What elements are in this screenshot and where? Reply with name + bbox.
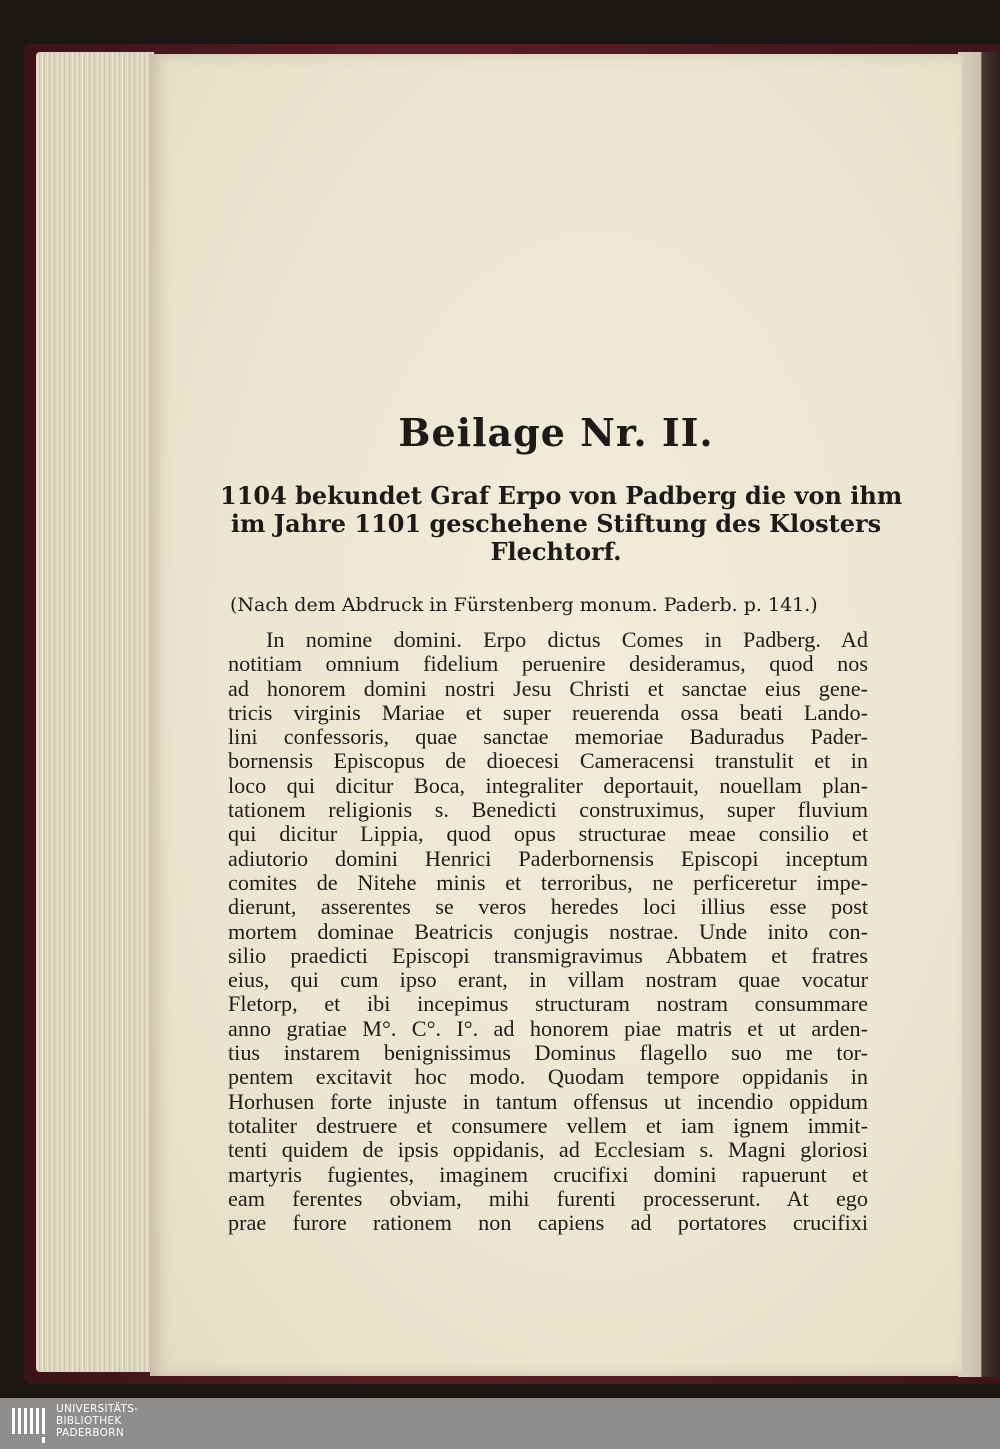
- title-line: 1104 bekundet Graf Erpo von Padberg die von ihm: [220, 481, 903, 510]
- body-line: eius, qui cum ipso erant, in villam nostram quae vocatur: [228, 967, 868, 993]
- library-name-line: BIBLIOTHEK: [56, 1415, 122, 1427]
- library-name-line: UNIVERSITÄTS-: [56, 1403, 139, 1415]
- body-line: tationem religionis s. Benedicti construximus, super fluvium: [228, 797, 868, 823]
- body-line: anno gratiae M°. C°. I°. ad honorem piae matris et ut arden-: [228, 1015, 868, 1041]
- body-text: [228, 628, 868, 1235]
- body-line: tius instarem benignissimus Dominus flagello suo me tor-: [228, 1040, 868, 1066]
- library-name-line: PADERBORN: [56, 1427, 124, 1439]
- page-edges: [36, 52, 154, 1372]
- body-line: adiutorio domini Henrici Paderbornensis Episcopi inceptum: [228, 845, 868, 871]
- document-title: [220, 481, 903, 566]
- title-line: Flechtorf.: [490, 537, 622, 566]
- library-name: [56, 1403, 138, 1439]
- source-note: (Nach dem Abdruck in Fürstenberg monum. Paderb. p. 141.): [230, 594, 818, 616]
- body-line: qui dicitur Lippia, quod opus structurae meae consilio et: [228, 821, 868, 847]
- body-line: loco qui dicitur Boca, integraliter deportauit, nouellam plan-: [228, 772, 868, 798]
- body-line: mortem dominae Beatricis conjugis nostrae. Unde inito con-: [228, 918, 868, 944]
- body-line: eam ferentes obviam, mihi furenti processerunt. At ego: [228, 1185, 868, 1211]
- body-line: comites de Nitehe minis et terroribus, ne perficeretur impe-: [228, 869, 868, 895]
- body-line: bornensis Episcopus de dioecesi Cameracensi transtulit et in: [228, 748, 868, 774]
- body-line: Horhusen forte injuste in tantum offensus ut incendio oppidum: [228, 1088, 868, 1114]
- body-line: martyris fugientes, imaginem crucifixi domini rapuerunt et: [228, 1161, 868, 1187]
- body-line: pentem excitavit hoc modo. Quodam tempore oppidanis in: [228, 1064, 868, 1090]
- body-line: lini confessoris, quae sanctae memoriae Baduradus Pader-: [228, 724, 868, 750]
- page-heading: Beilage Nr. II.: [398, 410, 714, 455]
- body-line: Fletorp, et ibi incepimus structuram nostram consummare: [228, 991, 868, 1017]
- library-logo-icon: [10, 1404, 48, 1444]
- body-line: ad honorem domini nostri Jesu Christi et sanctae eius gene-: [228, 675, 868, 701]
- library-footer: [0, 1398, 1000, 1449]
- body-line: totaliter destruere et consumere vellem et iam ignem immit-: [228, 1112, 868, 1138]
- body-line: dierunt, asserentes se veros heredes loci illius esse post: [228, 894, 868, 920]
- body-line: In nomine domini. Erpo dictus Comes in Padberg. Ad: [266, 627, 868, 652]
- book-page: [150, 54, 962, 1376]
- title-line: im Jahre 1101 geschehene Stiftung des Klosters: [230, 509, 882, 538]
- body-line: silio praedicti Episcopi transmigravimus Abbatem et fratres: [228, 942, 868, 968]
- body-line: tenti quidem de ipsis oppidanis, ad Ecclesiam s. Magni gloriosi: [228, 1137, 868, 1163]
- right-page-edge: [958, 52, 1000, 1377]
- body-line: prae furore rationem non capiens ad portatores crucifixi: [228, 1210, 868, 1236]
- body-line: tricis virginis Mariae et super reuerenda ossa beati Lando-: [228, 699, 868, 725]
- body-line: notitiam omnium fidelium peruenire desideramus, quod nos: [228, 651, 868, 677]
